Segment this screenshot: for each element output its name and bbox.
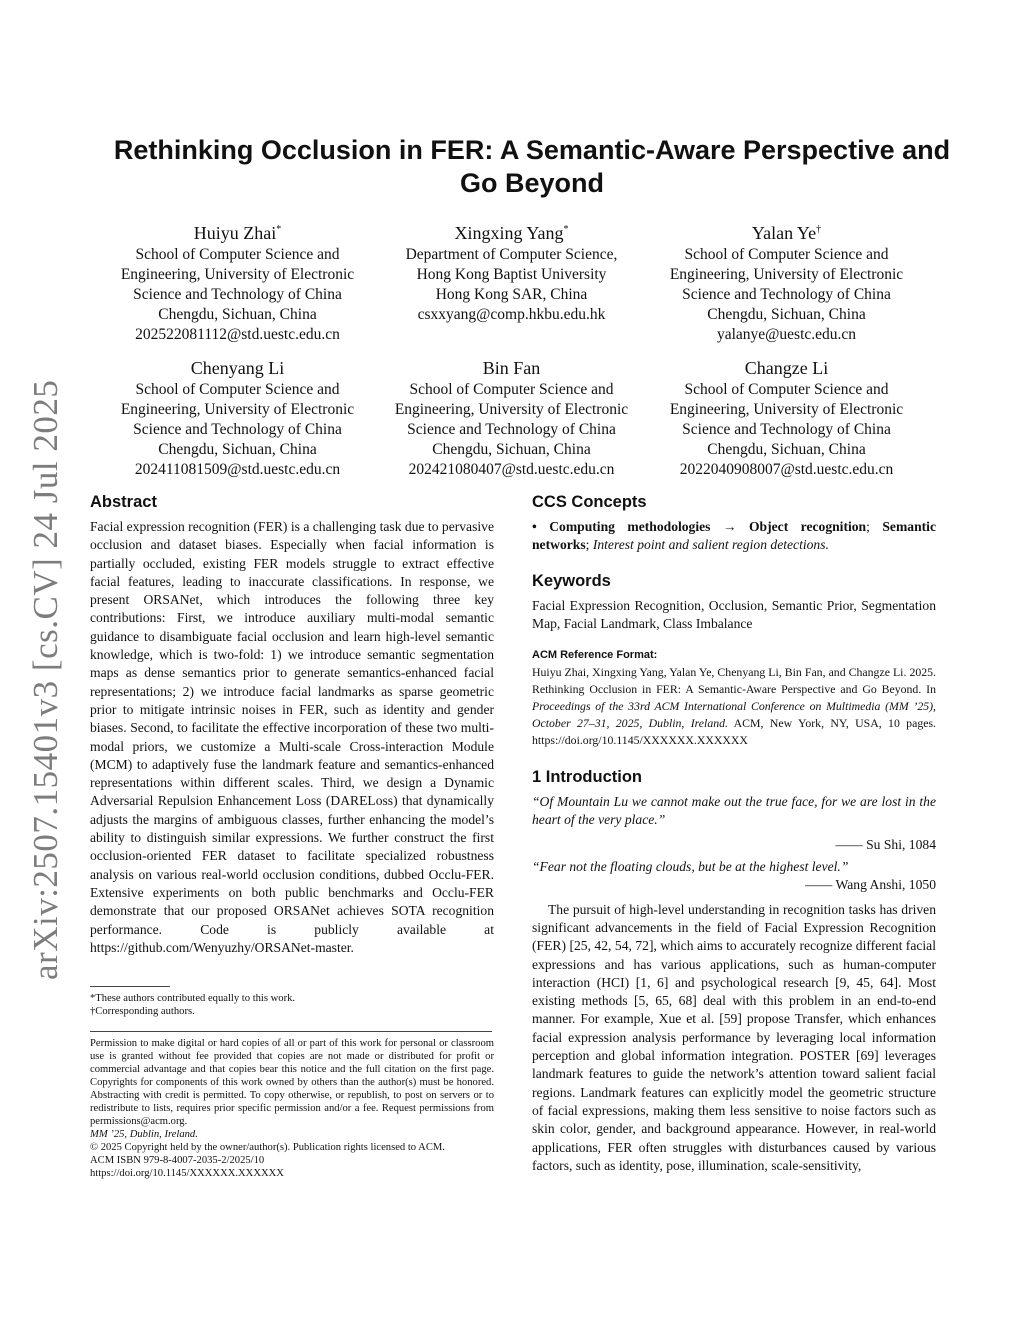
acm-ref-part-1: Huiyu Zhai, Xingxing Yang, Yalan Ye, Chenyang Li, Bin Fan, and Changze Li. 2025. Rethinking Occlusion in FER: A Semantic-Aware Perspective and Go Beyond. In <box>532 665 936 697</box>
intro-attribution-2: —— Wang Anshi, 1050 <box>805 877 936 893</box>
ccs-secondary: Object recognition <box>748 519 867 534</box>
keywords-text: Facial Expression Recognition, Occlusion, Semantic Prior, Segmentation Map, Facial Landmark, Class Imbalance <box>532 597 936 631</box>
author-affil-line: Engineering, University of Electronic <box>669 401 904 418</box>
author-affil-line: Engineering, University of Electronic <box>394 401 629 418</box>
author-affil-line: Chengdu, Sichuan, China <box>432 441 591 458</box>
author-mark: * <box>276 224 282 235</box>
author-name: Changze Li <box>744 358 829 378</box>
right-column <box>532 492 936 1175</box>
copyright-line: © 2025 Copyright held by the owner/author(s). Publication rights licensed to ACM. <box>90 1142 445 1153</box>
author-block <box>374 356 649 480</box>
author-block <box>649 218 924 345</box>
author-affil-line: Science and Technology of China <box>133 421 342 438</box>
author-block <box>100 356 375 480</box>
intro-paragraph: The pursuit of high-level understanding in recognition tasks has driven significant advancements in the field of Facial Expression Recognition (FER) [25, 42, 54, 72], which aims to accurately recognize different facial expressions and has various applications, such as human-computer interaction (HCI) [1, 6] and psychological research [9, 45, 64]. Most existing methods [5, 65, 68] deal with this problem in an end-to-end manner. For example, Xue et al. [59] propose Transfer, which enhances facial expression analysis performance by leveraging local information perception and global information integration. POSTER [69] leverages landmark features to guide the network’s attention toward salient facial regions. Landmark features can explicitly model the geometric structure of facial expressions, making them less sensitive to noise factors such as skin color, gender, and background appearance. However, in real-world applications, FER often struggles with disturbances caused by various factors, such as identity, pose, illumination, scale-sensitivity, <box>532 901 936 1173</box>
permission-text: Permission to make digital or hard copies of all or part of this work for personal or classroom use is granted without fee provided that copies are not made or distributed for profit or commercial advantage and that copies bear this notice and the full citation on the first page. Copyrights for components of this work owned by others than the author(s) must be honored. Abstracting with credit is permitted. To copy otherwise, or republish, to post on servers or to redistribute to lists, requires prior specific permission and/or a fee. Request permissions from permissions@acm.org. <box>90 1038 494 1127</box>
author-affil-line: Science and Technology of China <box>682 421 891 438</box>
author-block <box>374 218 649 325</box>
ccs-bullet: • <box>532 519 537 534</box>
abstract-section <box>90 492 494 957</box>
author-affil-line: Science and Technology of China <box>407 421 616 438</box>
footnote-rule <box>90 986 170 987</box>
ccs-primary: Computing methodologies <box>549 519 711 534</box>
author-email: 202421080407@std.uestc.edu.cn <box>408 461 615 478</box>
author-affil-line: Chengdu, Sichuan, China <box>707 306 866 323</box>
author-affil-line: Chengdu, Sichuan, China <box>158 306 317 323</box>
author-affil-line: School of Computer Science and <box>684 381 889 398</box>
acm-ref-text <box>532 664 936 749</box>
footnotes <box>90 986 494 1018</box>
ccs-separator: ; <box>866 519 870 534</box>
author-affil-line: Engineering, University of Electronic <box>120 266 355 283</box>
intro-quote-2: “Fear not the floating clouds, but be at the highest level.” <box>532 859 849 875</box>
author-email: csxxyang@comp.hkbu.edu.hk <box>417 306 606 323</box>
ccs-arrow: → <box>722 519 737 534</box>
acm-ref-heading: ACM Reference Format: <box>532 649 658 662</box>
isbn-line: ACM ISBN 979-8-4007-2035-2/2025/10 <box>90 1155 265 1166</box>
author-mark: † <box>816 224 822 235</box>
author-email: 202522081112@std.uestc.edu.cn <box>135 326 340 343</box>
ccs-tertiary: Semantic networks <box>532 519 936 553</box>
ccs-heading: CCS Concepts <box>532 493 647 511</box>
author-name: Bin Fan <box>482 358 541 378</box>
author-email: yalanye@uestc.edu.cn <box>716 326 857 343</box>
author-block <box>649 356 924 480</box>
title-line-2: Go Beyond <box>459 168 604 198</box>
author-affil-line: School of Computer Science and <box>409 381 614 398</box>
author-affil-line: Hong Kong SAR, China <box>435 286 588 303</box>
author-affil-line: School of Computer Science and <box>135 246 340 263</box>
author-affil-line: Science and Technology of China <box>133 286 342 303</box>
author-affil-line: Engineering, University of Electronic <box>669 266 904 283</box>
keywords-heading: Keywords <box>532 571 611 590</box>
abstract-text: Facial expression recognition (FER) is a challenging task due to pervasive occlusion and dataset biases. Especially when facial information is partially occluded, existing FER models struggle to extract effective facial features, leading to inaccurate classifications. In response, we present ORSANet, which introduces the following three key contributions: First, we introduce auxiliary multi-modal semantic guidance to disambiguate facial occlusion and learn high-level semantic knowledge, which is two-fold: 1) we introduce semantic segmentation maps as dense semantics prior to generate semantics-enhanced facial representations; 2) we introduce facial landmarks as sparse geometric prior to mitigate intrinsic noises in FER, such as identity and gender biases. Second, to facilitate the effective incorporation of these two multi-modal priors, we customize a Multi-scale Cross-interaction Module (MCM) to adaptively fuse the landmark feature and semantics-enhanced representations within different scales. Third, we design a Dynamic Adversarial Repulsion Enhancement Loss (DARELoss) that dynamically adjusts the margins of ambiguous classes, further enhancing the model’s ability to distinguish similar expressions. We further construct the first occlusion-oriented FER dataset to facilitate specialized robustness analysis on various real-world occlusion conditions, dubbed Occlu-FER. Extensive experiments on both public benchmarks and Occlu-FER demonstrate that our proposed ORSANet achieves SOTA recognition performance. Code is publicly available at https://github.com/Wenyuzhy/ORSANet-master. <box>90 519 494 955</box>
author-name: Xingxing Yang <box>454 223 564 243</box>
venue-line: MM ’25, Dublin, Ireland. <box>90 1129 198 1140</box>
author-affil-line: Engineering, University of Electronic <box>120 401 355 418</box>
ccs-italic: Interest point and salient region detections. <box>592 537 829 553</box>
acm-ref-part-2: ACM, New York, NY, USA, 10 pages. https://doi.org/10.1145/XXXXXX.XXXXXX <box>532 716 936 748</box>
author-affil-line: Chengdu, Sichuan, China <box>707 441 866 458</box>
abstract-heading: Abstract <box>90 493 157 511</box>
author-affil-line: School of Computer Science and <box>684 246 889 263</box>
permission-block <box>90 1031 494 1180</box>
title-line-1: Rethinking Occlusion in FER: A Semantic-Aware Perspective and <box>113 135 951 165</box>
arxiv-stamp: arXiv:2507.15401v3 [cs.CV] 24 Jul 2025 <box>26 379 65 980</box>
author-affil-line: Hong Kong Baptist University <box>416 266 607 283</box>
author-name: Chenyang Li <box>190 358 285 378</box>
acm-ref-proceedings: Proceedings of the 33rd ACM International Conference on Multimedia (MM ’25), October 27–31, 2025, Dublin, Ireland. <box>532 699 936 731</box>
footnote-corresponding: †Corresponding authors. <box>90 1006 195 1017</box>
footnote-equal: *These authors contributed equally to this work. <box>90 993 296 1004</box>
author-mark: * <box>563 224 569 235</box>
author-name: Yalan Ye <box>751 223 817 243</box>
author-email: 202411081509@std.uestc.edu.cn <box>134 461 341 478</box>
author-name: Huiyu Zhai <box>193 223 277 243</box>
intro-quote-1: “Of Mountain Lu we cannot make out the true face, for we are lost in the heart of the very place.” <box>532 794 936 828</box>
author-affil-line: School of Computer Science and <box>135 381 340 398</box>
paper-title <box>80 134 984 200</box>
author-block <box>100 218 375 345</box>
ccs-text: • Computing methodologies → Object recognition; Semantic networks; Interest point and salient region detections. <box>532 519 936 553</box>
intro-heading: 1 Introduction <box>532 768 642 787</box>
doi-line: https://doi.org/10.1145/XXXXXX.XXXXXX <box>90 1168 284 1179</box>
intro-attribution-1: —— Su Shi, 1084 <box>835 836 936 852</box>
author-affil-line: Chengdu, Sichuan, China <box>158 441 317 458</box>
author-affil-line: Science and Technology of China <box>682 286 891 303</box>
permission-rule <box>90 1031 492 1032</box>
author-email: 2022040908007@std.uestc.edu.cn <box>679 461 894 478</box>
author-affil-line: Department of Computer Science, <box>405 246 618 263</box>
